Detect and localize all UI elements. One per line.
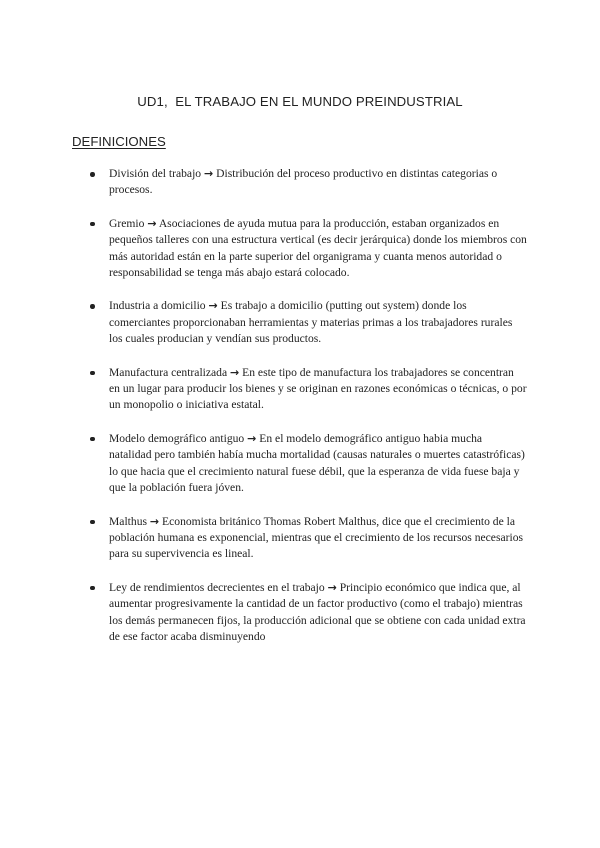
arrow-icon: → (208, 299, 218, 313)
section-heading: DEFINICIONES (72, 134, 166, 149)
definition-term: Malthus (109, 514, 148, 528)
definition-term: Modelo demográfico antiguo (109, 431, 245, 445)
arrow-icon: → (327, 580, 337, 594)
list-item (0, 216, 527, 282)
definition-text: Principio económico que indica que, al aumentar progresivamente la cantidad de un factor productivo (como el trabajo) mientras los demás permanecen fijos, la producción adicional que se obtiene con cada unidad extra de ese factor acaba disminuyendo (109, 580, 526, 643)
definition-term: Industria a domicilio (109, 299, 206, 313)
definition-text: Distribución del proceso productivo en distintas categorias o procesos. (109, 167, 498, 197)
arrow-icon: → (230, 365, 240, 379)
bullet-icon (90, 371, 95, 376)
list-item (0, 365, 527, 414)
page-title: UD1, EL TRABAJO EN EL MUNDO PREINDUSTRIAL (137, 94, 463, 109)
definition-text: Asociaciones de ayuda mutua para la producción, estaban organizados en pequeños talleres con una estructura vertical (es decir jerárquica) donde los miembros con más autoridad están en la parte superior del organigrama y cuanta menos autoridad o responsabilidad se tenga más abajo estará colocado. (109, 216, 527, 280)
definition-text: En el modelo demográfico antiguo habia mucha natalidad pero también había mucha mortalidad (causas naturales o muertes catastróficas) lo que hacia que el crecimiento natural fuese débil, que la esperanza de vida fuese baja y que la población fuera jóven. (109, 431, 525, 495)
bullet-icon (90, 437, 95, 442)
arrow-icon: → (247, 431, 257, 445)
bullet-icon (90, 222, 95, 227)
list-item (0, 431, 527, 497)
definition-text: En este tipo de manufactura los trabajadores se concentran en un lugar para producir los bienes y se originan en razones económicas o técnicas, o por un monopolio o iniciativa estatal. (109, 365, 527, 412)
bullet-icon (90, 520, 95, 525)
bullet-icon (90, 304, 95, 309)
arrow-icon: → (204, 167, 214, 180)
arrow-icon: → (149, 514, 160, 528)
definition-term: División del trabajo (109, 167, 202, 180)
definition-term: Gremio (109, 216, 145, 230)
definition-text: Economista británico Thomas Robert Malthus, dice que el crecimiento de la población humana es exponencial, mientras que el crecimiento de los recursos necesarios para su supervivencia es lineal. (109, 514, 524, 561)
arrow-icon: → (147, 216, 157, 230)
list-item (0, 298, 527, 347)
list-item (0, 580, 527, 646)
definitions-list (0, 166, 600, 662)
list-item (0, 514, 527, 563)
definition-term: Manufactura centralizada (109, 365, 228, 379)
bullet-icon (90, 172, 95, 177)
definition-term: Ley de rendimientos decrecientes en el trabajo (109, 580, 325, 594)
bullet-icon (90, 586, 95, 591)
definition-text: Es trabajo a domicilio (putting out system) donde los comerciantes proporcionaban herramientas y materias primas a los trabajadores rurales los cuales producian y vendían sus productos. (109, 299, 513, 346)
list-item (0, 166, 527, 199)
